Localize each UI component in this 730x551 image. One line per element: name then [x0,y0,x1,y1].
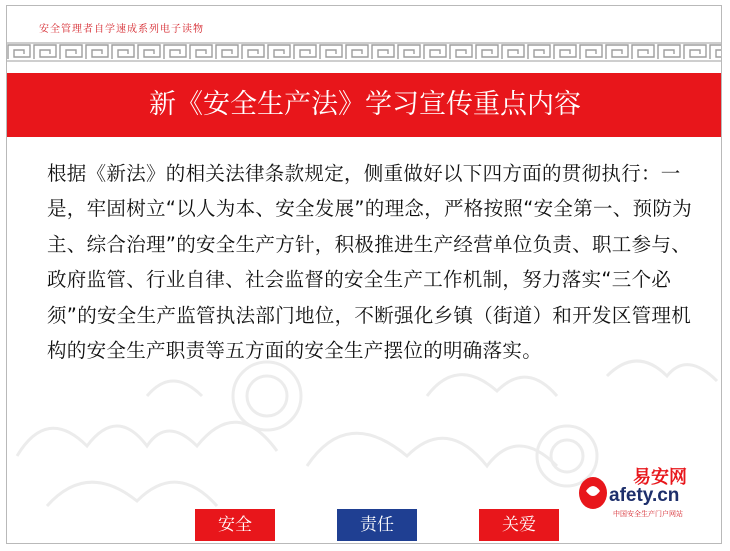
slide-body-text: 根据《新法》的相关法律条款规定，侧重做好以下四方面的贯彻执行：一是，牢固树立“以人为本、安全发展”的理念，严格按照“安全第一、预防为主、综合治理”的安全生产方针，积极推进生产经营单位负责、职工参与、政府监管、行业自律、社会监督的安全生产工作机制，努力落实“三个必须”的安全生产监管执法部门地位，不断强化乡镇（街道）和开发区管理机构的安全生产职责等五方面的安全生产摆位的明确落实。 [47,162,693,363]
slide-frame [6,5,722,544]
tag-responsibility: 责任 [337,509,417,541]
slide-title: 新《安全生产法》学习宣传重点内容 [149,89,581,120]
logo-name-en: afety.cn [609,485,680,506]
tag-care: 关爱 [479,509,559,541]
title-bar [7,73,722,137]
logo-tagline: 中国安全生产门户网站 [613,510,683,518]
tag-safety: 安全 [195,509,275,541]
site-logo [577,461,707,523]
fret-border [7,42,722,62]
series-title: 安全管理者自学速成系列电子读物 [39,24,204,35]
logo-name-cn: 易安网 [633,467,687,488]
